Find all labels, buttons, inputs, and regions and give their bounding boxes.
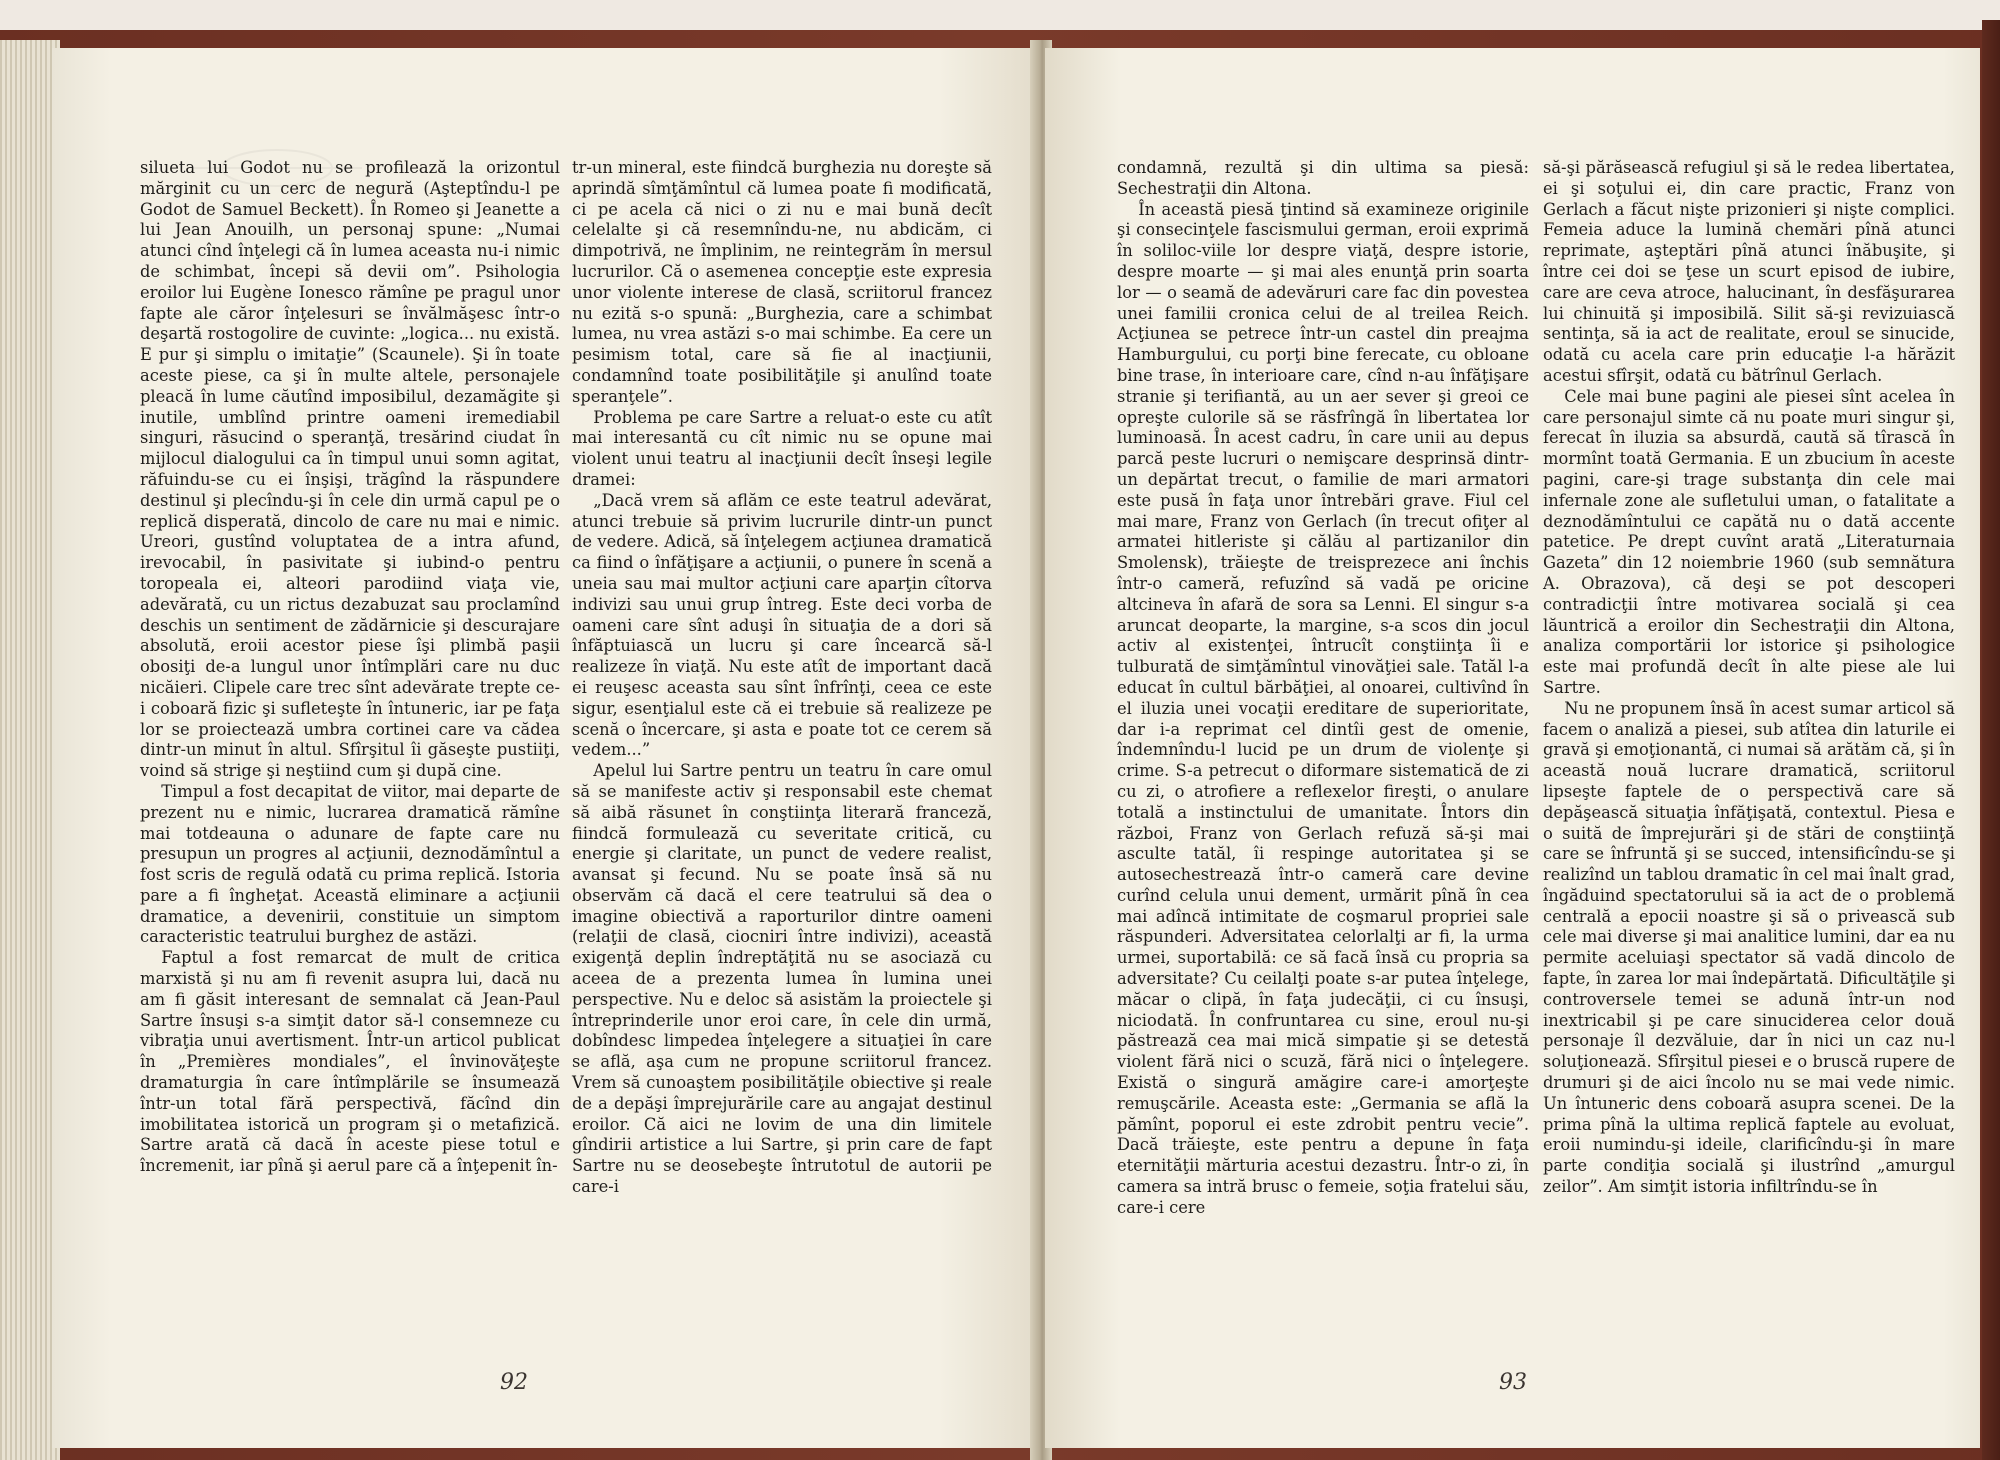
right-page-column-2 <box>1543 158 1955 1198</box>
paragraph: Cele mai bune pagini ale piesei sînt acelea în care personajul simte că nu poate muri singur şi, ferecat în iluzia sa absurdă, caută să tîrască în mormînt toată Germania. E un zbucium în aceste pagini, care-şi trage substanţa din cele mai infernale zone ale sufletului uman, o fatalitate a deznodămîntului ce capătă nu o dată accente patetice. Pe drept cuvînt arată „Literaturnaia Gazeta” din 12 noiembrie 1960 (sub semnătura A. Obrazova), că deşi se pot descoperi contradicţii între motivarea socială şi cea lăuntrică a eroilor din Sechestraţii din Altona, analiza comportării lor istorice şi psihologice este mai profundă decît în alte piese ale lui Sartre. <box>1543 386 1955 697</box>
left-page-column-1 <box>140 158 560 1177</box>
right-page-column-1 <box>1117 158 1529 1219</box>
page-number: 92 <box>500 1370 528 1395</box>
cover-right-edge <box>1982 20 2000 1460</box>
paragraph: Apelul lui Sartre pentru un teatru în care omul să se manifeste activ şi responsabil este chemat să aibă răsunet în conştiinţa literară franceză, fiindcă formulează cu severitate critică, cu energie şi claritate, un punct de vedere realist, avansat şi fecund. Nu se poate însă să nu observăm că dacă el cere teatrului să dea o imagine obiectivă a raporturilor dintre oameni (relaţii de clasă, ciocniri între indivizi), această exigenţă deplin îndreptăţită nu se asociază cu aceea de a prezenta lumea în lumina unei perspective. Nu e deloc să asistăm la proiectele şi întreprinderile unor eroi care, în cele din urmă, dobîndesc limpedea înţelegere a situaţiei în care se află, aşa cum ne propune scriitorul francez. Vrem să cunoaştem posibilităţile obiective şi reale de a depăşi împrejurările care au angajat destinul eroilor. Că aici ne lovim de una din limitele gîndirii artistice a lui Sartre, şi prin care de fapt Sartre nu se deosebeşte întrutotul de autorii pe care-i <box>572 761 992 1197</box>
page-number: 93 <box>1499 1370 1527 1395</box>
paragraph: silueta lui Godot nu se profilează la orizontul mărginit cu un cerc de negură (Aşteptîndu-l pe Godot de Samuel Beckett). În Romeo şi Jeanette a lui Jean Anouilh, un personaj spune: „Numai atunci cînd înţelegi că în lumea aceasta nu-i nimic de schimbat, începi să devii om”. Psihologia eroilor lui Eugène Ionesco rămîne pe pragul unor fapte ale căror înţelesuri se învălmăşesc într-o deşartă rostogolire de cuvinte: „logica... nu există. E pur şi simplu o imitaţie” (Scaunele). Şi în toate aceste piese, ca şi în multe altele, personajele pleacă în lume căutînd imposibilul, dezamăgite şi inutile, umblînd printre oameni iremediabil singuri, răsucind o speranţă, tresărind ciudat în mijlocul dialogului ca în timpul unui somn agitat, răfuindu-se cu ei înşişi, trăgînd la răspundere destinul şi plecîndu-şi în cele din urmă capul pe o replică disperată, dincolo de care nu mai e nimic. Ureori, gustînd voluptatea de a intra afund, irevocabil, în pasivitate şi iubind-o pentru toropeala ei, alteori parodiind viaţa vie, adevărată, cu un rictus dezabuzat sau proclamînd deschis un sentiment de zădărnicie şi descurajare absolută, eroii acestor piese îşi plimbă paşii obosiţi de-a lungul unor întîmplări care nu duc nicăieri. Clipele care trec sînt adevărate trepte ce-i coboară fizic şi sufleteşte în întuneric, iar pe faţa lor se proiectează umbra cortinei care va cădea dintr-un minut în altul. Sfîrşitul îi găseşte pustiiţi, voind să strige şi neştiind cum şi după cine. <box>140 158 560 781</box>
paragraph: să-şi părăsească refugiul şi să le redea libertatea, ei şi soţului ei, din care practic, Franz von Gerlach a făcut nişte prizonieri şi nişte complici. Femeia aduce la lumină chemări pînă atunci reprimate, aşteptări pînă atunci înăbuşite, şi între cei doi se ţese un scurt episod de iubire, care are ceva atroce, halucinant, în desfăşurarea lui chinuită şi imposibilă. Silit să-şi revizuiască sentinţa, să ia act de realitate, eroul se sinucide, odată cu acela care prin educaţie l-a hărăzit acestui sfîrşit, odată cu bătrînul Gerlach. <box>1543 158 1955 385</box>
paragraph: Timpul a fost decapitat de viitor, mai departe de prezent nu e nimic, lucrarea dramatică rămîne mai totdeauna o adunare de fapte care nu presupun un progres al acţiunii, deznodămîntul a fost scris de regulă odată cu prima replică. Istoria pare a fi îngheţat. Această eliminare a acţiunii dramatice, a devenirii, constituie un simptom caracteristic teatrului burghez de astăzi. <box>140 781 560 947</box>
cover-top-edge <box>0 0 2000 30</box>
quotation: „Dacă vrem să aflăm ce este teatrul adevărat, atunci trebuie să privim lucrurile dintr-un punct de vedere. Adică, să înţelegem acţiunea dramatică ca fiind o înfăţişare a acţiunii, o punere în scenă a uneia sau mai multor acţiuni care aparţin cîtorva indivizi sau unui grup întreg. Este deci vorba de oameni care sînt aduşi în situaţia de a dori să înfăptuiască un lucru şi care încearcă să-l realizeze în viaţă. Nu este atît de important dacă ei reuşesc aceasta sau sînt înfrînţi, ceea ce este sigur, esenţialul este că ei trebuie să realizeze pe scenă o încercare, şi asta e poate tot ce cerem să vedem...” <box>572 490 992 760</box>
left-page <box>52 48 1037 1448</box>
right-page <box>1045 48 1980 1448</box>
paragraph: tr-un mineral, este fiindcă burghezia nu doreşte să aprindă sîmţămîntul că lumea poate fi modificată, ci pe acela că nici o zi nu e mai bună decît celelalte şi că resemnîndu-ne, nu abdicăm, ci dimpotrivă, ne împlinim, ne reintegrăm în mersul lucrurilor. Că o asemenea concepţie este expresia unor violente interese de clasă, scriitorul francez nu ezită s-o spună: „Burghezia, care a schimbat lumea, nu vrea astăzi s-o mai schimbe. Ea cere un pesimism total, care să fie al inacţiunii, condamnînd toate posibilităţile şi anulînd toate speranţele”. <box>572 158 992 406</box>
page-stack-edge <box>0 40 60 1460</box>
paragraph: Problema pe care Sartre a reluat-o este cu atît mai interesantă cu cît nimic nu se opune mai violent unui teatru al inacţiunii decît înseşi legile dramei: <box>572 407 992 489</box>
left-page-column-2 <box>572 158 992 1198</box>
paragraph: În această piesă ţintind să examineze originile şi consecinţele fascismului german, eroii exprimă în soliloc-viile lor despre viaţă, despre istorie, despre moarte — şi mai ales enunţă prin soarta lor — o seamă de adevăruri care fac din povestea unei familii cronica celui de al treilea Reich. Acţiunea se petrece într-un castel din preajma Hamburgului, cu porţi bine ferecate, cu obloane bine trase, în interioare care, cînd n-au înfăţişare stranie şi terifiantă, au un aer sever şi greoi ce opreşte culorile să se răsfrîngă în libertatea lor luminoasă. În acest cadru, în care unii au depus parcă peste lucruri o nemişcare desprinsă dintr-un depărtat trecut, o familie de mari armatori este pusă în faţa unor întrebări grave. Fiul cel mai mare, Franz von Gerlach (în trecut ofiţer al armatei hitleriste şi călău al partizanilor din Smolensk), trăieşte de treisprezece ani închis într-o cameră, refuzînd să vadă pe oricine altcineva în afară de sora sa Lenni. El singur s-a aruncat deoparte, la margine, s-a scos din jocul activ al existenţei, întrucît conştiinţa îi e tulburată de simţămîntul vinovăţiei sale. Tatăl l-a educat în cultul bărbăţiei, al onoarei, cultivînd în el iluzia unei vocaţii ereditare de superioritate, dar i-a reprimat cel dintîi gest de omenie, îndemnîndu-l lucid pe un drum de violenţe şi crime. S-a petrecut o diformare sistematică de zi cu zi, o atrofiere a reflexelor fireşti, o anulare totală a instinctului de umanitate. Întors din război, Franz von Gerlach refuză să-şi mai asculte tatăl, îi respinge autoritatea şi se autosechestrează într-o cameră care devine curînd celula unui dement, urmărit pînă în cea mai adîncă intimitate de coşmarul propriei sale răspunderi. Adversitatea celorlalţi ar fi, la urma urmei, suportabilă: ce să facă însă cu propria sa adversitate? Cu ceilalţi poate s-ar putea înţelege, măcar o clipă, în faţa judecăţii, ci cu însuşi, niciodată. În confruntarea cu sine, eroul nu-şi păstrează cea mai mică simpatie şi se detestă violent fără nici o scuză, fără nici o înţelegere. Există o singură amăgire care-i amorţeşte remuşcările. Aceasta este: „Germania se află la pămînt, poporul ei este zdrobit pentru vecie”. Dacă trăieşte, este pentru a depune în faţa eternităţii mărturia acestui dezastru. Într-o zi, în camera sa intră brusc o femeie, soţia fratelui său, care-i cere <box>1117 199 1529 1217</box>
paragraph: condamnă, rezultă şi din ultima sa piesă: Sechestraţii din Altona. <box>1117 158 1529 198</box>
paragraph: Faptul a fost remarcat de mult de critica marxistă şi nu am fi revenit asupra lui, dacă nu am fi găsit interesant de semnalat că Jean-Paul Sartre însuşi s-a simţit dator să-l consemneze cu vibraţia unui avertisment. Într-un articol publicat în „Premières mondiales”, el învinovăţeşte dramaturgia în care întîmplările se însumează într-un total fără perspectivă, făcînd din imobilitatea istorică un program şi o metafizică. Sartre arată că dacă în aceste piese totul e încremenit, iar pînă şi aerul pare că a înţepenit în- <box>140 948 560 1176</box>
paragraph: Nu ne propunem însă în acest sumar articol să facem o analiză a piesei, sub atîtea din laturile ei gravă şi emoţionantă, ci numai să arătăm că, şi în această nouă lucrare dramatică, scriitorul lipseşte faptele de o perspectivă care să depăşească situaţia înfăţişată, contextul. Piesa e o suită de împrejurări şi de stări de conştiinţă care se înfruntă şi se succed, intensificîndu-se şi realizînd un tablou dramatic în cel mai înalt grad, îngăduind spectatorului să ia act de o problemă centrală a epocii noastre şi să o privească sub cele mai diverse şi mai analitice lumini, dar ea nu permite aceluiaşi spectator să vadă dincolo de fapte, în zarea lor mai îndepărtată. Dificultăţile şi controversele temei se adună într-un nod inextricabil şi pe care sinuciderea celor două personaje îl dezvăluie, dar în nici un caz nu-l soluţionează. Sfîrşitul piesei e o bruscă rupere de drumuri şi de aici încolo nu se mai vede nimic. Un întuneric dens coboară asupra scenei. De la prima pînă la ultima replică faptele au evoluat, eroii numindu-şi ideile, clarificîndu-şi în mare parte condiţia socială şi ilustrînd „amurgul zeilor”. Am simţit istoria infiltrîndu-se în <box>1543 698 1955 1197</box>
